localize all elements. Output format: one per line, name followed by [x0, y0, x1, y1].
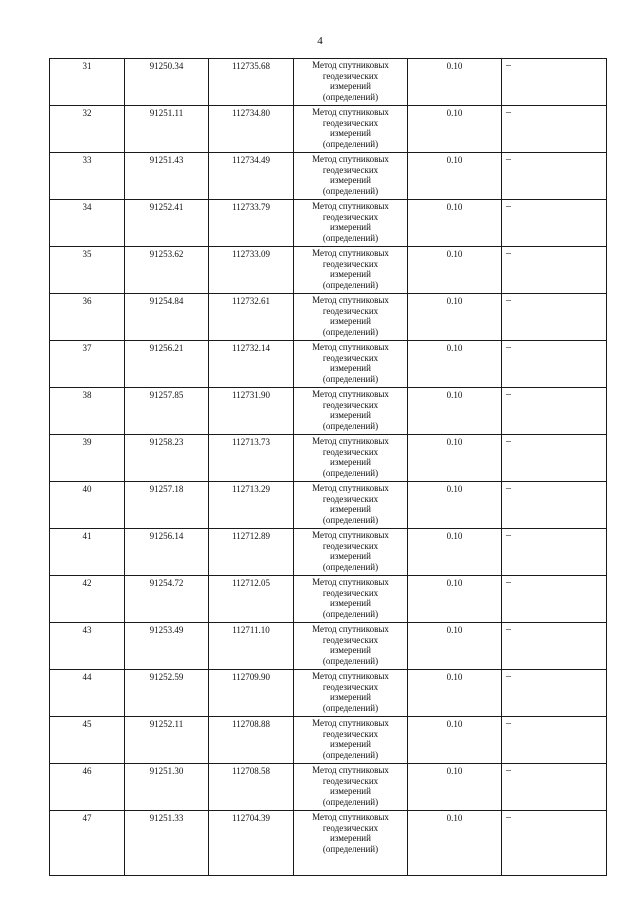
point-number-cell: 41	[50, 529, 125, 576]
method-line: (определений)	[322, 91, 379, 102]
method-line: Метод спутниковых	[312, 248, 389, 258]
y-coordinate-cell: 112708.58	[209, 764, 294, 811]
point-number-cell: 32	[50, 106, 125, 153]
method-line: измерений	[330, 739, 371, 749]
method-line: (определений)	[322, 138, 379, 149]
y-coordinate-cell: 112733.09	[209, 247, 294, 294]
method-line: (определений)	[322, 373, 379, 384]
method-line: Метод спутниковых	[312, 577, 389, 587]
table-row	[50, 576, 607, 623]
method-line: Метод спутниковых	[312, 342, 389, 352]
method-cell	[294, 388, 408, 435]
table-row	[50, 247, 607, 294]
method-line: геодезических	[322, 446, 379, 457]
point-number-cell: 31	[50, 59, 125, 106]
method-cell	[294, 764, 408, 811]
method-line: (определений)	[322, 796, 379, 807]
method-line: геодезических	[322, 728, 379, 739]
method-line: измерений	[330, 410, 371, 420]
table-row	[50, 482, 607, 529]
x-coordinate-cell: 91257.18	[125, 482, 209, 529]
method-cell	[294, 811, 408, 876]
note-cell: –	[502, 341, 607, 388]
x-coordinate-cell: 91251.33	[125, 811, 209, 876]
x-coordinate-cell: 91250.34	[125, 59, 209, 106]
point-number-cell: 47	[50, 811, 125, 876]
accuracy-cell: 0.10	[408, 717, 502, 764]
method-line: измерений	[330, 363, 371, 373]
point-number-cell: 44	[50, 670, 125, 717]
note-cell: –	[502, 435, 607, 482]
y-coordinate-cell: 112732.61	[209, 294, 294, 341]
method-line: измерений	[330, 598, 371, 608]
note-cell: –	[502, 623, 607, 670]
x-coordinate-cell: 91253.49	[125, 623, 209, 670]
method-line: Метод спутниковых	[312, 671, 389, 681]
method-line: измерений	[330, 645, 371, 655]
method-line: Метод спутниковых	[312, 60, 389, 70]
table-row	[50, 529, 607, 576]
method-line: измерений	[330, 316, 371, 326]
method-line: (определений)	[322, 749, 379, 760]
note-cell: –	[502, 388, 607, 435]
y-coordinate-cell: 112712.89	[209, 529, 294, 576]
x-coordinate-cell: 91251.30	[125, 764, 209, 811]
method-line: измерений	[330, 504, 371, 514]
method-line: измерений	[330, 222, 371, 232]
method-line: (определений)	[322, 608, 379, 619]
x-coordinate-cell: 91254.72	[125, 576, 209, 623]
point-number-cell: 39	[50, 435, 125, 482]
y-coordinate-cell: 112712.05	[209, 576, 294, 623]
y-coordinate-cell: 112709.90	[209, 670, 294, 717]
method-line: измерений	[330, 457, 371, 467]
table-row	[50, 59, 607, 106]
method-line: геодезических	[322, 775, 379, 786]
accuracy-cell: 0.10	[408, 388, 502, 435]
method-line: Метод спутниковых	[312, 765, 389, 775]
method-line: измерений	[330, 833, 371, 843]
method-line: Метод спутниковых	[312, 389, 389, 399]
method-line: измерений	[330, 551, 371, 561]
x-coordinate-cell: 91254.84	[125, 294, 209, 341]
method-line: измерений	[330, 786, 371, 796]
method-cell	[294, 106, 408, 153]
y-coordinate-cell: 112731.90	[209, 388, 294, 435]
point-number-cell: 36	[50, 294, 125, 341]
method-line: геодезических	[322, 681, 379, 692]
point-number-cell: 34	[50, 200, 125, 247]
method-line: (определений)	[322, 185, 379, 196]
table-row	[50, 435, 607, 482]
note-cell: –	[502, 670, 607, 717]
accuracy-cell: 0.10	[408, 576, 502, 623]
method-line: (определений)	[322, 655, 379, 666]
table-row	[50, 106, 607, 153]
point-number-cell: 42	[50, 576, 125, 623]
y-coordinate-cell: 112734.80	[209, 106, 294, 153]
coordinates-table-body	[50, 59, 607, 876]
method-line: Метод спутниковых	[312, 624, 389, 634]
method-cell	[294, 482, 408, 529]
point-number-cell: 43	[50, 623, 125, 670]
accuracy-cell: 0.10	[408, 482, 502, 529]
note-cell: –	[502, 106, 607, 153]
method-line: Метод спутниковых	[312, 812, 389, 822]
table-row	[50, 341, 607, 388]
method-line: Метод спутниковых	[312, 436, 389, 446]
method-line: Метод спутниковых	[312, 295, 389, 305]
y-coordinate-cell: 112735.68	[209, 59, 294, 106]
method-line: Метод спутниковых	[312, 154, 389, 164]
point-number-cell: 46	[50, 764, 125, 811]
accuracy-cell: 0.10	[408, 200, 502, 247]
accuracy-cell: 0.10	[408, 529, 502, 576]
accuracy-cell: 0.10	[408, 811, 502, 876]
method-cell	[294, 576, 408, 623]
method-line: геодезических	[322, 587, 379, 598]
method-line: измерений	[330, 128, 371, 138]
x-coordinate-cell: 91253.62	[125, 247, 209, 294]
y-coordinate-cell: 112704.39	[209, 811, 294, 876]
method-cell	[294, 59, 408, 106]
point-number-cell: 35	[50, 247, 125, 294]
accuracy-cell: 0.10	[408, 435, 502, 482]
y-coordinate-cell: 112734.49	[209, 153, 294, 200]
method-line: (определений)	[322, 420, 379, 431]
note-cell: –	[502, 764, 607, 811]
method-line: Метод спутниковых	[312, 201, 389, 211]
x-coordinate-cell: 91252.41	[125, 200, 209, 247]
method-cell	[294, 247, 408, 294]
note-cell: –	[502, 529, 607, 576]
method-line: геодезических	[322, 117, 379, 128]
method-line: (определений)	[322, 514, 379, 525]
method-line: геодезических	[322, 164, 379, 175]
accuracy-cell: 0.10	[408, 764, 502, 811]
method-line: (определений)	[322, 326, 379, 337]
method-cell	[294, 717, 408, 764]
accuracy-cell: 0.10	[408, 59, 502, 106]
accuracy-cell: 0.10	[408, 247, 502, 294]
point-number-cell: 40	[50, 482, 125, 529]
method-cell	[294, 200, 408, 247]
x-coordinate-cell: 91252.59	[125, 670, 209, 717]
method-line: измерений	[330, 81, 371, 91]
method-line: измерений	[330, 692, 371, 702]
accuracy-cell: 0.10	[408, 294, 502, 341]
note-cell: –	[502, 200, 607, 247]
y-coordinate-cell: 112713.29	[209, 482, 294, 529]
method-line: Метод спутниковых	[312, 718, 389, 728]
method-cell	[294, 670, 408, 717]
page-number: 4	[317, 35, 323, 47]
y-coordinate-cell: 112732.14	[209, 341, 294, 388]
method-line: Метод спутниковых	[312, 107, 389, 117]
y-coordinate-cell: 112708.88	[209, 717, 294, 764]
table-row	[50, 388, 607, 435]
method-line: геодезических	[322, 70, 379, 81]
point-number-cell: 38	[50, 388, 125, 435]
method-line: геодезических	[322, 211, 379, 222]
x-coordinate-cell: 91257.85	[125, 388, 209, 435]
method-cell	[294, 529, 408, 576]
method-line: измерений	[330, 175, 371, 185]
table-row	[50, 811, 607, 876]
point-number-cell: 33	[50, 153, 125, 200]
accuracy-cell: 0.10	[408, 153, 502, 200]
point-number-cell: 37	[50, 341, 125, 388]
method-cell	[294, 623, 408, 670]
note-cell: –	[502, 717, 607, 764]
method-line: геодезических	[322, 352, 379, 363]
accuracy-cell: 0.10	[408, 106, 502, 153]
method-line: (определений)	[322, 843, 379, 854]
y-coordinate-cell: 112711.10	[209, 623, 294, 670]
table-row	[50, 717, 607, 764]
method-line: (определений)	[322, 279, 379, 290]
accuracy-cell: 0.10	[408, 670, 502, 717]
method-line: (определений)	[322, 561, 379, 572]
method-line: Метод спутниковых	[312, 483, 389, 493]
method-line: Метод спутниковых	[312, 530, 389, 540]
x-coordinate-cell: 91251.43	[125, 153, 209, 200]
accuracy-cell: 0.10	[408, 341, 502, 388]
note-cell: –	[502, 482, 607, 529]
method-line: геодезических	[322, 822, 379, 833]
table-row	[50, 623, 607, 670]
table-row	[50, 153, 607, 200]
coordinates-table	[49, 58, 607, 876]
note-cell: –	[502, 247, 607, 294]
method-line: (определений)	[322, 467, 379, 478]
method-line: геодезических	[322, 399, 379, 410]
x-coordinate-cell: 91256.21	[125, 341, 209, 388]
method-line: геодезических	[322, 634, 379, 645]
method-line: геодезических	[322, 493, 379, 504]
x-coordinate-cell: 91251.11	[125, 106, 209, 153]
table-row	[50, 670, 607, 717]
x-coordinate-cell: 91256.14	[125, 529, 209, 576]
accuracy-cell: 0.10	[408, 623, 502, 670]
table-row	[50, 294, 607, 341]
note-cell: –	[502, 294, 607, 341]
x-coordinate-cell: 91258.23	[125, 435, 209, 482]
method-cell	[294, 435, 408, 482]
method-line: (определений)	[322, 702, 379, 713]
point-number-cell: 45	[50, 717, 125, 764]
x-coordinate-cell: 91252.11	[125, 717, 209, 764]
method-line: геодезических	[322, 258, 379, 269]
method-line: (определений)	[322, 232, 379, 243]
note-cell: –	[502, 153, 607, 200]
note-cell: –	[502, 59, 607, 106]
note-cell: –	[502, 576, 607, 623]
y-coordinate-cell: 112713.73	[209, 435, 294, 482]
note-cell: –	[502, 811, 607, 876]
method-cell	[294, 294, 408, 341]
method-line: измерений	[330, 269, 371, 279]
method-cell	[294, 153, 408, 200]
table-row	[50, 764, 607, 811]
method-cell	[294, 341, 408, 388]
method-line: геодезических	[322, 305, 379, 316]
method-line: геодезических	[322, 540, 379, 551]
table-row	[50, 200, 607, 247]
y-coordinate-cell: 112733.79	[209, 200, 294, 247]
